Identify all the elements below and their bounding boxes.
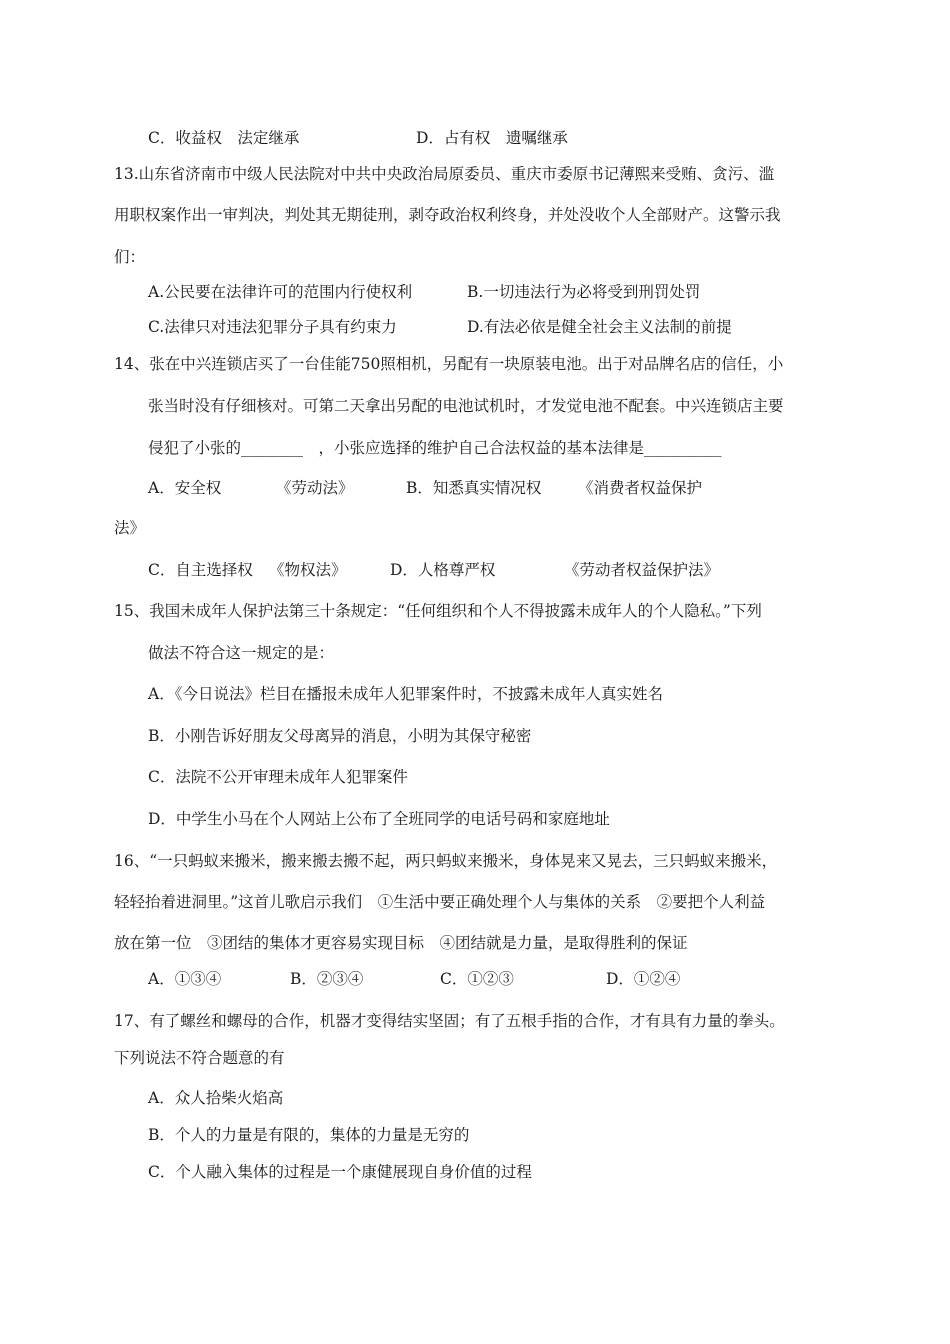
q13-option-d: D.有法必依是健全社会主义法制的前提 xyxy=(467,318,732,336)
q14-option-d-law: 《劳动者权益保护法》 xyxy=(564,561,720,579)
q14-option-c-right: C．自主选择权 xyxy=(148,561,253,579)
q15-stem-line1: 15、我国未成年人保护法第三十条规定：“任何组织和个人不得披露未成年人的个人隐私。”下列 xyxy=(114,602,762,620)
q12-option-c: C．收益权 法定继承 xyxy=(148,129,300,147)
q14-option-b-law-cont: 法》 xyxy=(114,519,146,537)
q14-option-c-law: 《物权法》 xyxy=(269,561,347,579)
q16-option-b: B．②③④ xyxy=(290,970,364,988)
q17-option-c: C．个人融入集体的过程是一个康健展现自身价值的过程 xyxy=(148,1163,532,1181)
q15-option-c: C．法院不公开审理未成年人犯罪案件 xyxy=(148,768,408,786)
q17-stem-line1: 17、有了螺丝和螺母的合作，机器才变得结实坚固；有了五根手指的合作，才有具有力量的拳头。 xyxy=(114,1012,785,1030)
q13-stem-line1: 13.山东省济南市中级人民法院对中共中央政治局原委员、重庆市委原书记薄熙来受贿、贪污、滥 xyxy=(114,165,775,183)
q14-option-b-right: B．知悉真实情况权 xyxy=(406,479,542,497)
q15-option-b: B．小刚告诉好朋友父母离异的消息，小明为其保守秘密 xyxy=(148,727,532,745)
q14-option-a-law: 《劳动法》 xyxy=(276,479,354,497)
q14-option-a-right: A．安全权 xyxy=(148,479,222,497)
q13-option-b: B.一切违法行为必将受到刑罚处罚 xyxy=(467,283,701,301)
q16-stem-line2: 轻轻抬着进洞里。”这首儿歌启示我们 ①生活中要正确处理个人与集体的关系 ②要把个人利益 xyxy=(114,893,766,911)
q17-stem-line2: 下列说法不符合题意的有 xyxy=(114,1049,285,1067)
q14-stem-line2: 张当时没有仔细核对。可第二天拿出另配的电池试机时，才发觉电池不配套。中兴连锁店主要 xyxy=(148,397,784,415)
q13-option-a: A.公民要在法律许可的范围内行使权利 xyxy=(148,283,413,301)
q17-option-a: A．众人拾柴火焰高 xyxy=(148,1089,284,1107)
q15-option-a: A．《今日说法》栏目在播报未成年人犯罪案件时，不披露未成年人真实姓名 xyxy=(148,685,663,703)
q13-option-c: C.法律只对违法犯罪分子具有约束力 xyxy=(148,318,397,336)
q14-stem-line3: 侵犯了小张的________ ，小张应选择的维护自己合法权益的基本法律是__________ xyxy=(148,439,722,457)
q14-option-b-law: 《消费者权益保护 xyxy=(578,479,703,497)
q13-stem-line2: 用职权案作出一审判决，判处其无期徒刑，剥夺政治权利终身，并处没收个人全部财产。这警示我 xyxy=(114,206,781,224)
q16-stem-line3: 放在第一位 ③团结的集体才更容易实现目标 ④团结就是力量，是取得胜利的保证 xyxy=(114,934,688,952)
q17-option-b: B．个人的力量是有限的，集体的力量是无穷的 xyxy=(148,1126,470,1144)
q12-option-d: D．占有权 遗嘱继承 xyxy=(416,129,568,147)
q16-option-a: A．①③④ xyxy=(148,970,222,988)
q16-option-d: D．①②④ xyxy=(606,970,681,988)
q15-option-d: D．中学生小马在个人网站上公布了全班同学的电话号码和家庭地址 xyxy=(148,810,610,828)
q16-stem-line1: 16、“一只蚂蚁来搬米，搬来搬去搬不起，两只蚂蚁来搬米，身体晃来又晃去，三只蚂蚁来搬米， xyxy=(114,852,778,870)
q14-option-d-right: D．人格尊严权 xyxy=(390,561,496,579)
q15-stem-line2: 做法不符合这一规定的是： xyxy=(148,644,335,662)
q14-stem-line1: 14、张在中兴连锁店买了一台佳能750照相机，另配有一块原装电池。出于对品牌名店的信任，小 xyxy=(114,355,784,373)
q16-option-c: C．①②③ xyxy=(440,970,514,988)
q13-stem-line3: 们： xyxy=(114,248,146,266)
